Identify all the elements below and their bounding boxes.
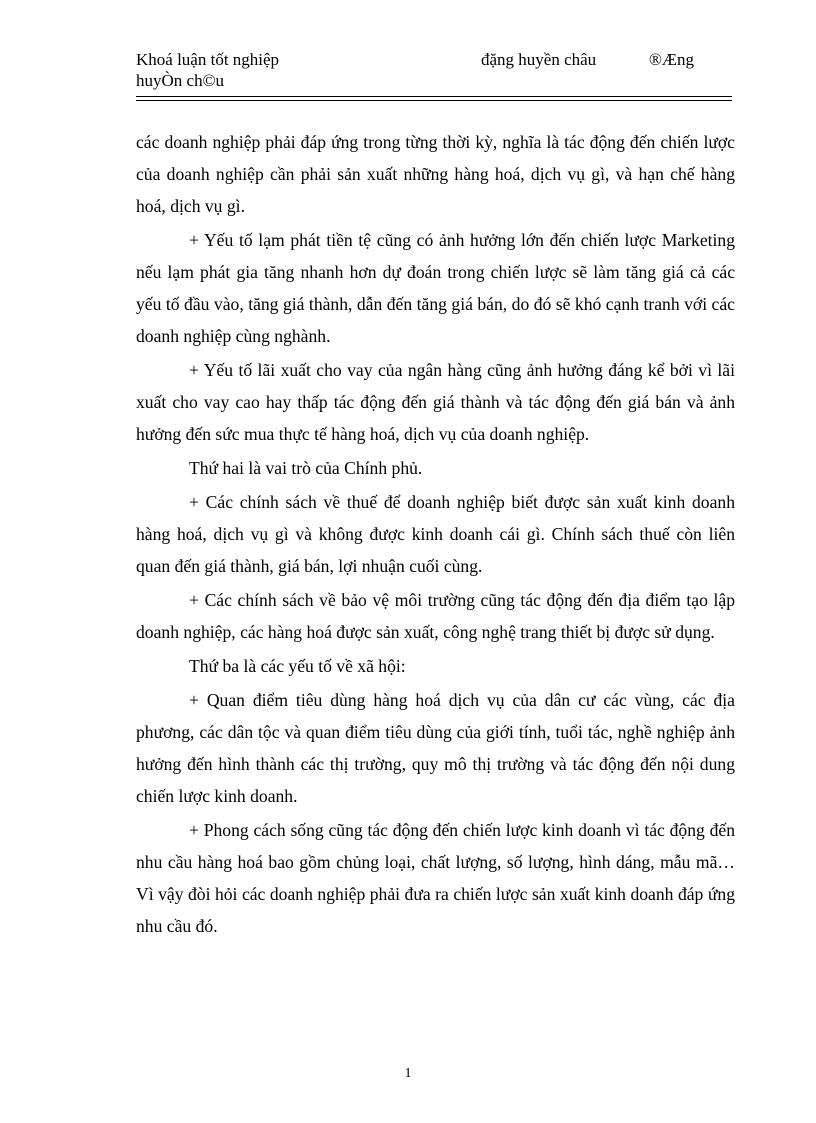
paragraph-environment-policy: + Các chính sách về bảo vệ môi trường cũng tác động đến địa điểm tạo lập doanh nghiệp, các hàng hoá được sản xuất, công nghệ trang thiết bị được sử dụng. xyxy=(136,590,735,642)
paragraph-tax-policy: + Các chính sách về thuế để doanh nghiệp biết được sản xuất kinh doanh hàng hoá, dịch vụ gì và không được kinh doanh cái gì. Chính sách thuế còn liên quan đến giá thành, giá bán, lợi nhuận cuối cùng. xyxy=(136,492,735,576)
header-rule-top xyxy=(136,96,732,97)
page-header xyxy=(136,50,732,98)
page-number: 1 xyxy=(404,1066,412,1081)
header-author-garbled-1: ®Æng xyxy=(649,50,695,69)
paragraph-consumption-view: + Quan điểm tiêu dùng hàng hoá dịch vụ của dân cư các vùng, các địa phương, các dân tộc và quan điểm tiêu dùng của giới tính, tuổi tác, nghề nghiệp ảnh hưởng đến hình thành các thị trường, quy mô thị trường và tác động đến nội dung chiến lược kinh doanh. xyxy=(136,690,735,806)
paragraph-lifestyle: + Phong cách sống cũng tác động đến chiến lược kinh doanh vì tác động đến nhu cầu hàng hoá bao gồm chủng loại, chất lượng, số lượng, hình dáng, mẫu mã… Vì vậy đòi hỏi các doanh nghiệp phải đưa ra chiến lược sản xuất kinh doanh đáp ứng nhu cầu đó. xyxy=(136,820,735,936)
header-thesis-label: Khoá luận tốt nghiệp xyxy=(136,50,280,69)
paragraph-continuation: các doanh nghiệp phải đáp ứng trong từng thời kỳ, nghĩa là tác động đến chiến lược của doanh nghiệp cần phải sản xuất những hàng hoá, dịch vụ gì, và hạn chế hàng hoá, dịch vụ gì. xyxy=(136,132,735,216)
paragraph-social-heading: Thứ ba là các yếu tố về xã hội: xyxy=(189,656,406,676)
paragraph-inflation: + Yếu tố lạm phát tiền tệ cũng có ảnh hưởng lớn đến chiến lược Marketing nếu lạm phát gia tăng nhanh hơn dự đoán trong chiến lược sẽ làm tăng giá cả các yếu tố đầu vào, tăng giá thành, dẫn đến tăng giá bán, do đó sẽ khó cạnh tranh với các doanh nghiệp cùng nghành. xyxy=(136,230,735,346)
document-body xyxy=(136,126,735,944)
header-author-garbled-2: huyÒn ch©u xyxy=(136,71,224,90)
header-author-name: đặng huyền châu xyxy=(481,50,597,69)
paragraph-interest-rate: + Yếu tố lãi xuất cho vay của ngân hàng cũng ảnh hưởng đáng kể bởi vì lãi xuất cho vay cao hay thấp tác động đến giá thành và tác động đến giá bán và ảnh hưởng đến sức mua thực tế hàng hoá, dịch vụ của doanh nghiệp. xyxy=(136,360,735,444)
paragraph-government-heading: Thứ hai là vai trò của Chính phủ. xyxy=(189,458,423,478)
header-rule-bottom xyxy=(136,100,732,101)
